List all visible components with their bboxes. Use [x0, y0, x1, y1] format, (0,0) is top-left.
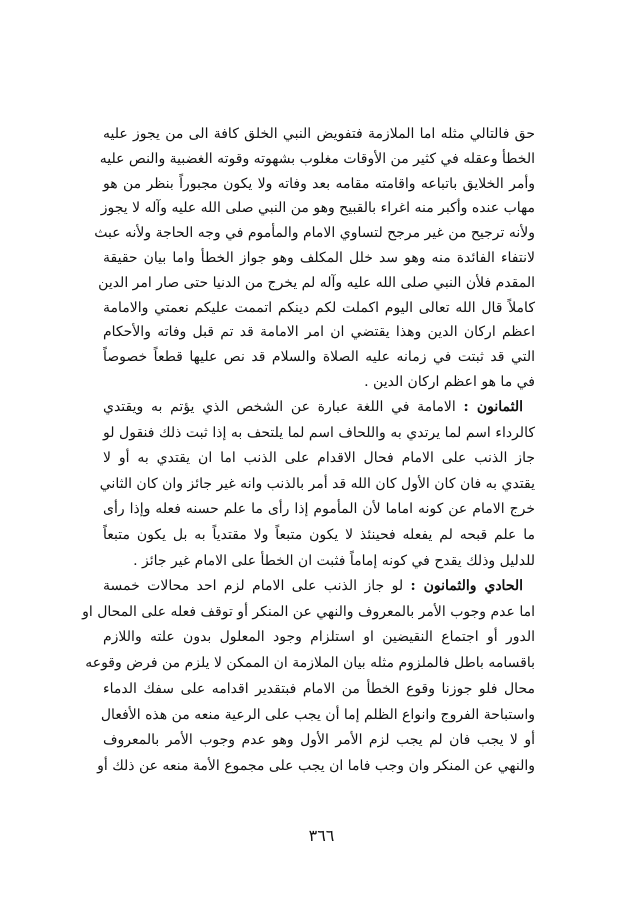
line-text: المقدم فلأن النبي صلى الله عليه وآله لم يخرج من الدنيا حتى صار امر الدين [98, 274, 535, 291]
line-text: الخطأ وعقله في كثير من الأوقات مغلوب بشهوته وقوته الغضبية والنص عليه [99, 150, 535, 167]
text-line [103, 627, 535, 647]
text-line [103, 730, 535, 750]
page-number: ٣٦٦ [308, 826, 335, 845]
line-text: كالرداء اسم لما يرتدي به واللحاف اسم لما يلتحف به إذا ثبت ذلك فنقول لو [103, 424, 535, 441]
text-line [85, 653, 535, 673]
line-text: مهاب عنده وأكبر منه اغراء بالقبيح وهو من النبي صلى الله عليه وآله لا يجوز [100, 200, 535, 217]
text-line [99, 149, 535, 169]
text-line [100, 705, 535, 725]
line-text: لو جاز الذنب على الامام لزم احد محالات خمسة [103, 578, 404, 594]
line-text: يقتدي به فان كان الأول كان الله قد أمر بالذنب وانه غير جائز وان كان الثاني [99, 475, 535, 492]
text-line [103, 298, 535, 318]
text-line [103, 551, 535, 571]
text-line [82, 602, 535, 622]
line-text: كاملاً قال الله تعالى اليوم اكملت لكم دينكم اتممت عليكم نعمتي والامامة [103, 299, 535, 316]
text-line [103, 322, 535, 342]
line-text: جاز الذنب على الامام فحال الاقدام على الذنب اما ان يقتدي به أو لا [103, 450, 535, 467]
text-line [103, 347, 535, 367]
text-line [103, 499, 535, 519]
text-line [97, 756, 535, 776]
line-text: للدليل وذلك يقدح في كونه إماماً فثبت ان الخطأ على الامام غير جائز . [133, 552, 535, 569]
line-text: الدور أو اجتماع النقيضين او استلزام وجود المعلول بدون علته واللازم [103, 629, 535, 646]
text-line [94, 223, 535, 243]
text-line [99, 474, 535, 494]
text-line [100, 198, 535, 218]
line-text: وأمر الخلايق باتباعه واقامته مقامه بعد وفاته ولا يكون مجبوراً بنظر من هو [103, 175, 535, 192]
text-line [103, 525, 535, 545]
text-line [103, 423, 535, 443]
line-text: أو لا يجب فان لم يجب لزم الأمر الأول وهو عدم وجوب الأمر بالمعروف [103, 732, 535, 749]
section-heading: الحادي والثمانون : [410, 578, 524, 594]
section-heading: الثمانون : [463, 399, 523, 415]
line-text: باقسامه باطل فالملزوم مثله بيان الملازمة ان الممكن لا يلزم من فرض وقوعه [85, 655, 535, 672]
line-text: واستباحة الفروج وانواع الظلم إما أن يجب على الرعية منعه من هذه الأفعال [100, 706, 535, 723]
line-text: لانتفاء الفائدة منه وهو سد خلل المكلف وهو جواز الخطأ واما بيان حقيقة [103, 250, 535, 266]
line-text: ما علم قبحه لم يفعله فحينئذ لا يكون متبعاً ولا مقتدياً به بل يكون متبعاً [103, 527, 535, 543]
line-text: في ما هو اعظم اركان الدين . [364, 374, 535, 390]
text-line [98, 273, 535, 293]
line-text: الامامة في اللغة عبارة عن الشخص الذي يؤتم به ويقتدي [103, 399, 456, 415]
text-line [103, 174, 535, 194]
line-text: حق فالتالي مثله اما الملازمة فتفويض النبي الخلق كافة الى من يجوز عليه [103, 126, 535, 142]
text-line [103, 679, 535, 699]
text-line [103, 372, 535, 392]
line-text: محال فلو جوزنا وقوع الخطأ من الامام فبتقدير اقدامه على سفك الدماء [103, 680, 535, 697]
line-text: اما عدم وجوب الأمر بالمعروف والنهي عن المنكر أو توقف فعله على المحال او [82, 603, 535, 620]
text-line [103, 248, 535, 268]
text-line [103, 576, 523, 596]
text-line [103, 124, 535, 144]
text-line [103, 397, 523, 417]
line-text: والنهي عن المنكر وان وجب فاما ان يجب على مجموع الأمة منعه عن ذلك أو [97, 757, 535, 774]
text-line [103, 448, 535, 468]
line-text: اعظم اركان الدين وهذا يقتضي ان امر الامامة قد تم قبل وفاته والأحكام [103, 324, 535, 341]
line-text: ولأنه ترجيح من غير مرجح لتساوي الامام والمأموم في وجه الحاجة ولأنه عبث [94, 225, 535, 242]
line-text: خرج الامام عن كونه اماما لأن المأموم إذا رأى ما علم حسنه فعله وإذا رأى [103, 501, 535, 518]
line-text: التي قد ثبتت في زمانه عليه الصلاة والسلام قد نص عليها قطعاً خصوصاً [103, 349, 535, 366]
